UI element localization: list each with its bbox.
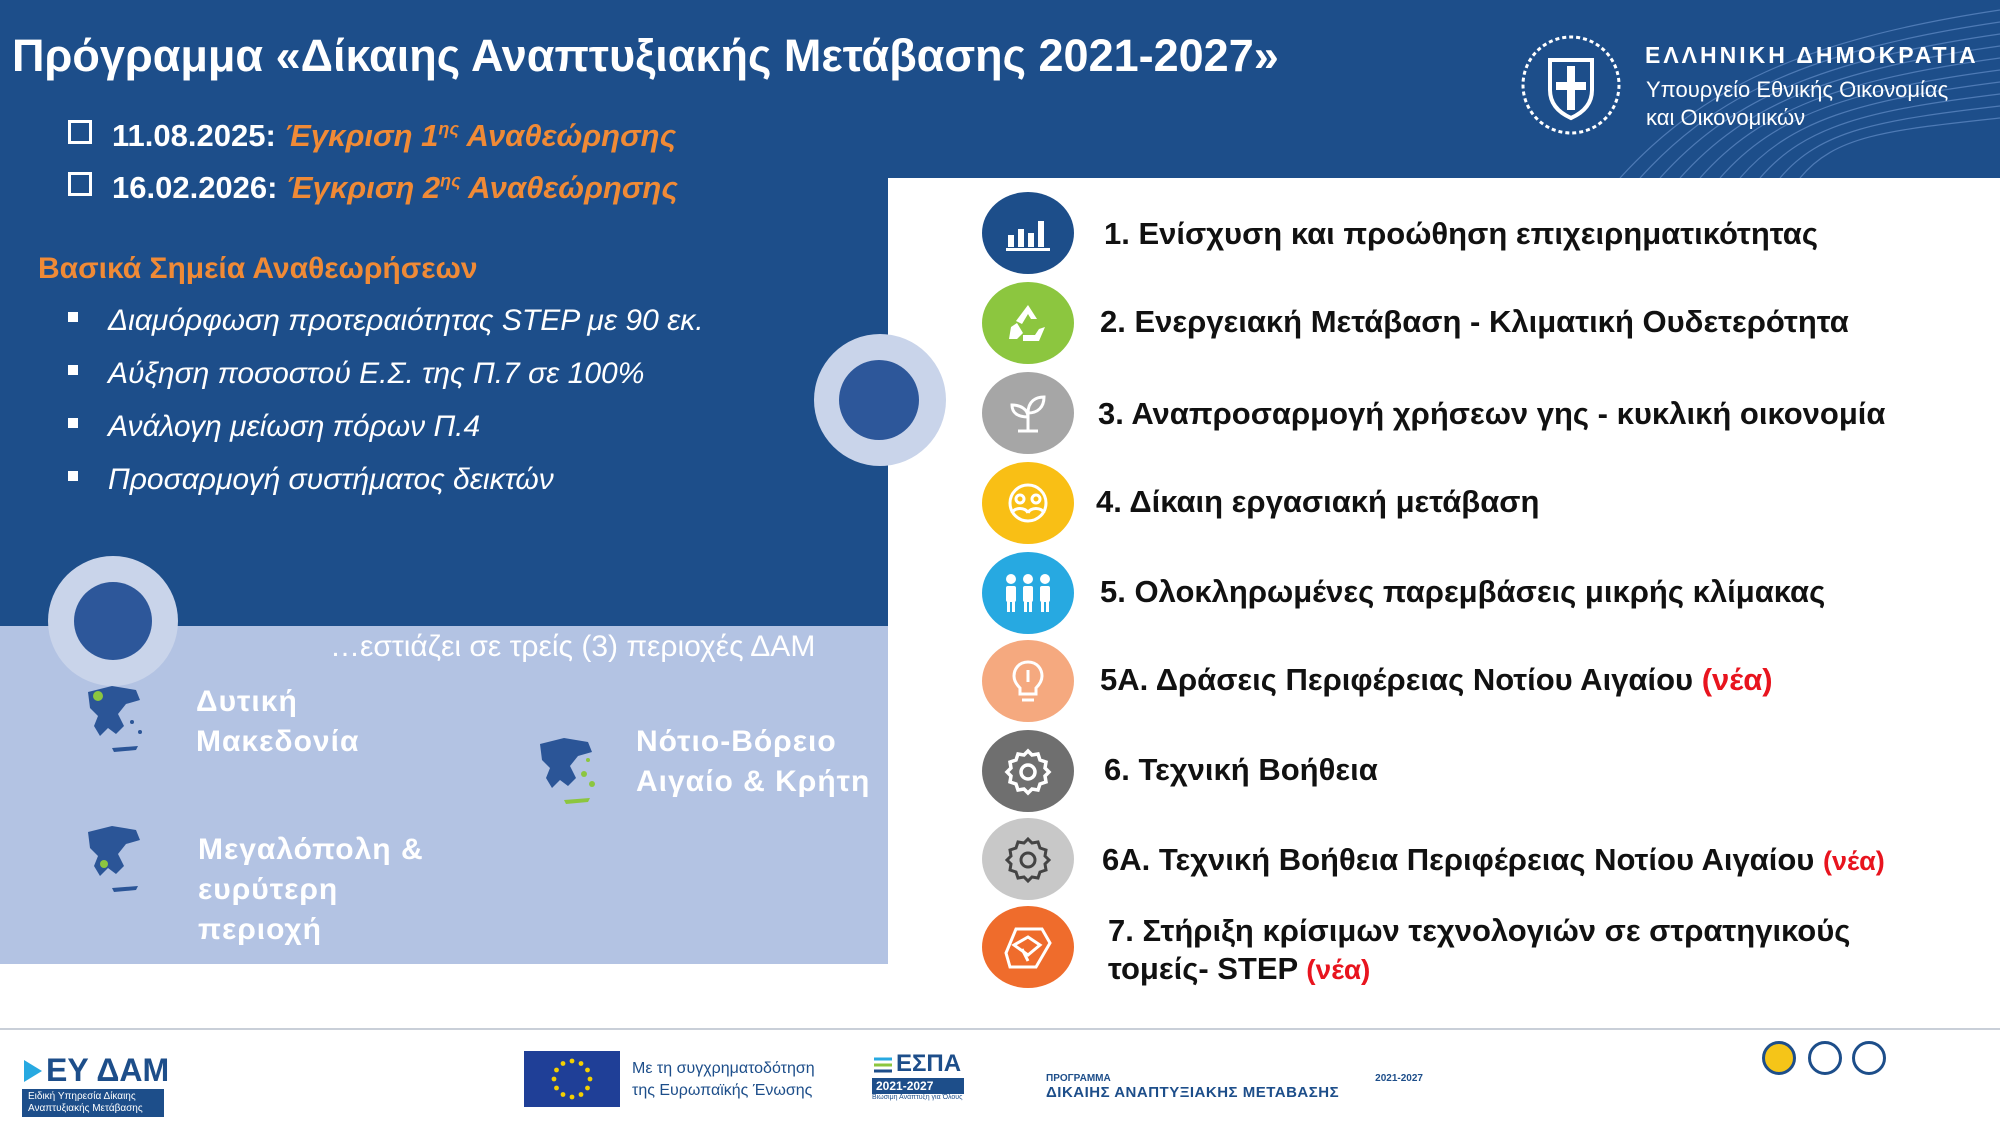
greek-emblem-icon — [1518, 32, 1624, 138]
eu-cofunding-text: Με τη συγχρηματοδότηση της Ευρωπαϊκής Ένωσης — [632, 1060, 815, 1099]
region-west-macedonia: Δυτική Μακεδονία — [196, 685, 360, 758]
priority-2-icon — [982, 282, 1074, 364]
greece-map-icon — [530, 730, 610, 810]
page-indicator-dot[interactable] — [1808, 1041, 1842, 1075]
priority-7-icon — [982, 906, 1074, 988]
new-badge: (νέα) — [1822, 846, 1885, 876]
priority-3-label: 3. Αναπροσαρμογή χρήσεων γης - κυκλική οικονομία — [1098, 396, 1886, 431]
priority-3-icon — [982, 372, 1074, 454]
recycle-icon — [1003, 301, 1053, 345]
greece-map-icon — [78, 818, 158, 898]
greece-map-icon — [78, 678, 158, 758]
priority-5a-icon — [982, 640, 1074, 722]
new-badge: (νέα) — [1306, 954, 1371, 985]
lightbulb-head-icon — [1006, 658, 1050, 704]
focus-text: …εστιάζει σε τρείς (3) περιοχές ΔΑΜ — [330, 630, 816, 663]
approval-row — [68, 118, 676, 154]
decorative-dot — [74, 582, 152, 660]
eydam-logo-text: ΕΥ ΔΑΜ — [46, 1052, 170, 1088]
program-logo — [1046, 1073, 1426, 1101]
ministry-line-1: Υπουργείο Εθνικής Οικονομίας — [1646, 77, 1949, 102]
priority-6a-icon — [982, 818, 1074, 900]
priority-6-label: 6. Τεχνική Βοήθεια — [1104, 752, 1378, 787]
priority-5-icon — [982, 552, 1074, 634]
espa-logo — [872, 1050, 964, 1101]
team-cycle-icon — [1002, 481, 1054, 525]
chip-icon — [1002, 923, 1054, 971]
bar-chart-icon — [1004, 215, 1052, 251]
priority-4-icon — [982, 462, 1074, 544]
eydam-logo — [22, 1052, 169, 1117]
decorative-dot — [839, 360, 919, 440]
espa-years: 2021-2027 — [872, 1078, 964, 1094]
priority-6a-label: 6Α. Τεχνική Βοήθεια Περιφέρειας Νοτίου Αιγαίου (νέα) — [1102, 842, 1885, 877]
priority-5-label: 5. Ολοκληρωμένες παρεμβάσεις μικρής κλίμακας — [1100, 574, 1826, 609]
key-point-item: Προσαρμογή συστήματος δεικτών — [68, 463, 554, 497]
approval-text: Έγκριση $2^{\eta\varsigma}$ Αναθεώρησης — [286, 170, 678, 205]
sprout-icon — [1006, 391, 1050, 435]
page-indicator-dot-active[interactable] — [1762, 1041, 1796, 1075]
approval-date: 11.08.2025: — [112, 118, 276, 153]
priority-6-icon — [982, 730, 1074, 812]
priority-1-icon — [982, 192, 1074, 274]
page-title: Πρόγραμμα «Δίκαιης Αναπτυξιακής Μετάβασης 2021-2027» — [12, 30, 1279, 81]
approval-row — [68, 170, 678, 206]
program-years: 2021-2027 — [1375, 1073, 1423, 1084]
key-point-item: Ανάλογη μείωση πόρων Π.4 — [68, 410, 480, 444]
priority-2-label: 2. Ενεργειακή Μετάβαση - Κλιματική Ουδετερότητα — [1100, 304, 1849, 339]
eydam-arrow-icon — [22, 1056, 46, 1086]
gear-icon — [1003, 834, 1053, 884]
ministry-line-2: και Οικονομικών — [1646, 105, 1806, 130]
region-aegean-crete: Νότιο-Βόρειο Αιγαίο & Κρήτη — [636, 725, 871, 798]
key-point-item: Αύξηση ποσοστού Ε.Σ. της Π.7 σε 100% — [68, 357, 644, 391]
priority-4-label: 4. Δίκαιη εργασιακή μετάβαση — [1096, 484, 1540, 519]
checkbox-icon — [68, 172, 92, 196]
checkbox-icon — [68, 120, 92, 144]
page-indicator-dot[interactable] — [1852, 1041, 1886, 1075]
footer-divider — [0, 1028, 2000, 1030]
region-megalopoli: Μεγαλόπολη & ευρύτερη περιοχή — [198, 833, 424, 946]
priority-5a-label: 5Α. Δράσεις Περιφέρειας Νοτίου Αιγαίου (νέα) — [1100, 662, 1773, 697]
eydam-sub-line-1: Ειδική Υπηρεσία Δίκαιης — [28, 1091, 136, 1102]
key-points-title: Βασικά Σημεία Αναθεωρήσεων — [38, 252, 478, 285]
espa-stripes-icon — [872, 1053, 894, 1075]
ministry-heading: ΕΛΛΗΝΙΚΗ ΔΗΜΟΚΡΑΤΙΑ — [1645, 42, 1979, 68]
key-point-item: Διαμόρφωση προτεραιότητας STEP με 90 εκ. — [68, 304, 704, 338]
approval-text: Έγκριση $1^{\eta\varsigma}$ Αναθεώρησης — [284, 118, 677, 153]
gear-icon — [1003, 746, 1053, 796]
new-badge: (νέα) — [1701, 662, 1773, 697]
program-small-text: ΠΡΟΓΡΑΜΜΑ — [1046, 1073, 1111, 1084]
people-icon — [1001, 573, 1055, 613]
ministry-name — [1646, 76, 1948, 132]
priority-1-label: 1. Ενίσχυση και προώθηση επιχειρηματικότητας — [1104, 216, 1818, 251]
approval-date: 16.02.2026: — [112, 170, 278, 205]
espa-tagline: Βιώσιμη Ανάπτυξη για Όλους — [872, 1094, 963, 1101]
program-name: ΔΙΚΑΙΗΣ ΑΝΑΠΤΥΞΙΑΚΗΣ ΜΕΤΑΒΑΣΗΣ — [1046, 1084, 1340, 1101]
priority-7-label: 7. Στήριξη κρίσιμων τεχνολογιών σε στρατηγικούς τομείς- STEP (νέα) — [1108, 913, 1851, 986]
eu-flag-icon — [524, 1051, 620, 1107]
eydam-sub-line-2: Αναπτυξιακής Μετάβασης — [28, 1103, 143, 1114]
espa-logo-text: ΕΣΠΑ — [896, 1050, 962, 1077]
